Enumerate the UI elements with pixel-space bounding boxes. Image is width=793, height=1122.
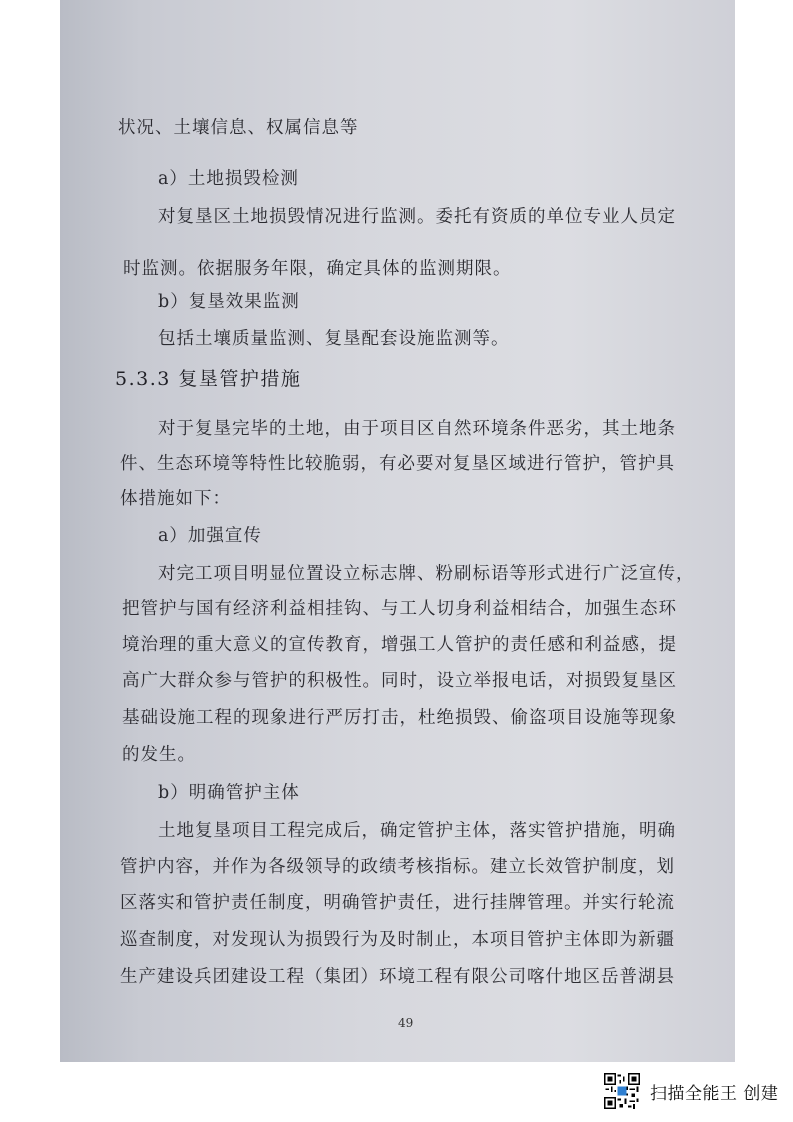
text-line: 对于复垦完毕的土地，由于项目区自然环境条件恶劣，其土地条 [158, 419, 676, 439]
page-number: 49 [398, 1016, 414, 1030]
text-line: 对完工项目明显位置设立标志牌、粉刷标语等形式进行广泛宣传， [158, 564, 695, 584]
text-line: 管护内容，并作为各级领导的政绩考核指标。建立长效管护制度，划 [120, 857, 675, 877]
section-heading: 5.3.3 复垦管护措施 [115, 368, 302, 390]
text-line: 基础设施工程的现象进行严厉打击，杜绝损毁、偷盗项目设施等现象 [122, 708, 677, 728]
text-line: 状况、土壤信息、权属信息等 [118, 118, 359, 138]
text-line: 巡查制度，对发现认为损毁行为及时制止，本项目管护主体即为新疆 [120, 930, 675, 950]
list-item-label: a）加强宣传 [158, 526, 262, 546]
list-item-label: b）明确管护主体 [158, 783, 300, 803]
text-line: 土地复垦项目工程完成后，确定管护主体，落实管护措施，明确 [158, 821, 676, 841]
scanner-brand-label: 扫描全能王 创建 [650, 1083, 779, 1104]
text-line: 的发生。 [122, 745, 196, 765]
list-item-label: a）土地损毁检测 [158, 169, 299, 189]
text-line: 生产建设兵团建设工程（集团）环境工程有限公司喀什地区岳普湖县 [120, 967, 675, 987]
qr-code-icon [604, 1073, 640, 1109]
text-line: 高广大群众参与管护的积极性。同时，设立举报电话，对损毁复垦区 [122, 671, 677, 691]
text-line: 区落实和管护责任制度，明确管护责任，进行挂牌管理。并实行轮流 [120, 893, 675, 913]
text-line: 包括土壤质量监测、复垦配套设施监测等。 [158, 329, 510, 349]
text-line: 境治理的重大意义的宣传教育，增强工人管护的责任感和利益感，提 [122, 635, 677, 655]
text-line: 件、生态环境等特性比较脆弱，有必要对复垦区域进行管护，管护具 [120, 454, 675, 474]
scanned-page [60, 0, 735, 1062]
text-line: 把管护与国有经济利益相挂钩、与工人切身利益相结合，加强生态环 [122, 599, 677, 619]
text-line: 对复垦区土地损毁情况进行监测。委托有资质的单位专业人员定 [158, 207, 676, 227]
text-line: 体措施如下： [120, 489, 231, 509]
list-item-label: b）复垦效果监测 [158, 292, 300, 312]
text-line: 时监测。依据服务年限，确定具体的监测期限。 [123, 259, 512, 279]
scanner-watermark [604, 1073, 778, 1109]
